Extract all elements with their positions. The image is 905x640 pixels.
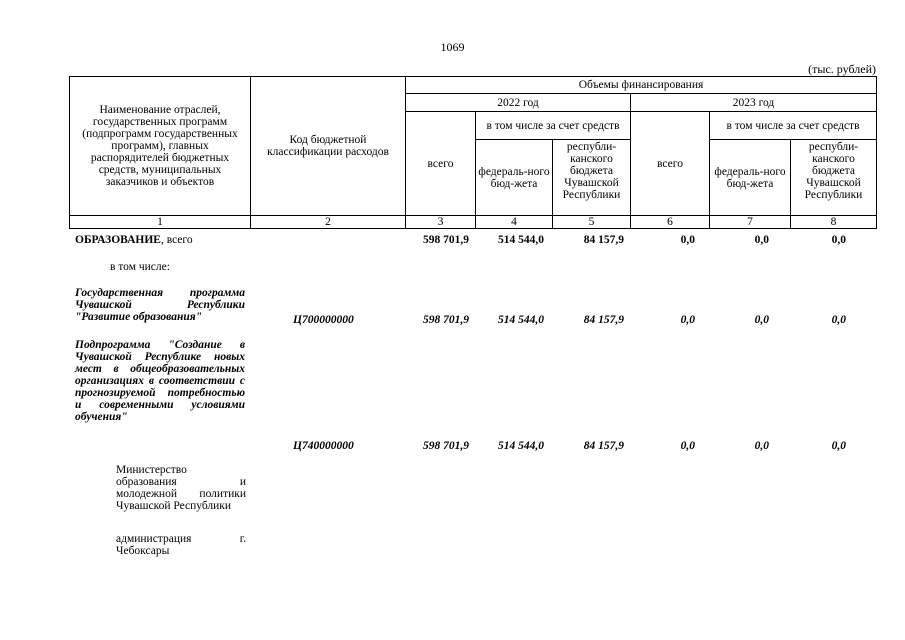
header-federal-2023: федераль-ного бюд-жета (710, 140, 791, 216)
row-name-bold: ОБРАЗОВАНИЕ (75, 234, 161, 246)
value-federal-2023: 0,0 (754, 234, 769, 246)
value-federal-2023: 0,0 (754, 440, 769, 452)
value-total-2022: 598 701,9 (423, 234, 469, 246)
row-name: Подпрограмма "Создание в Чувашской Республике новых мест в общеобразовательных организациях в соответствии с прогнозируемой потребностью и современными условиями обучения" (75, 339, 245, 423)
value-republic-2022: 84 157,9 (583, 314, 624, 326)
value-republic-2023: 0,0 (831, 234, 846, 246)
row-name: Государственная программа Чувашской Республики "Развитие образования" (75, 287, 245, 323)
column-number: 8 (791, 216, 877, 229)
header-republic-2023: республи-канского бюджета Чувашской Республики (791, 140, 877, 216)
value-total-2023: 0,0 (680, 440, 695, 452)
header-incl-2022: в том числе за счет средств (476, 112, 631, 140)
value-republic-2022: 84 157,9 (583, 440, 624, 452)
value-republic-2023: 0,0 (831, 314, 846, 326)
value-republic-2023: 0,0 (831, 440, 846, 452)
column-number: 4 (476, 216, 553, 229)
value-total-2023: 0,0 (680, 314, 695, 326)
header-total-2022: всего (406, 112, 476, 216)
units-label: (тыс. рублей) (808, 62, 876, 76)
header-federal-2022: федераль-ного бюд-жета (476, 140, 553, 216)
column-number: 1 (70, 216, 251, 229)
header-code-column: Код бюджетной классификации расходов (251, 77, 406, 216)
value-republic-2022: 84 157,9 (583, 234, 624, 246)
value-total-2022: 598 701,9 (423, 440, 469, 452)
value-federal-2022: 514 544,0 (498, 440, 544, 452)
page-number: 1069 (440, 40, 465, 54)
row-code: Ц700000000 (293, 314, 354, 326)
column-number: 6 (631, 216, 710, 229)
row-name: Министерство образования и молодежной политики Чувашской Республики (116, 464, 246, 512)
header-republic-2022: республи-канского бюджета Чувашской Республики (553, 140, 631, 216)
value-total-2023: 0,0 (680, 234, 695, 246)
column-number: 5 (553, 216, 631, 229)
header-year-2023: 2023 год (631, 94, 877, 112)
header-name-column: Наименование отраслей, государственных программ (подпрограмм государственных программ), главных распорядителей бюджетных средств, муниципальных заказчиков и объектов (70, 77, 251, 216)
column-number: 7 (710, 216, 791, 229)
column-number: 2 (251, 216, 406, 229)
budget-table-header (69, 76, 877, 229)
header-year-2022: 2022 год (406, 94, 631, 112)
row-name: в том числе: (110, 261, 170, 273)
value-federal-2022: 514 544,0 (498, 314, 544, 326)
value-federal-2023: 0,0 (754, 314, 769, 326)
row-name (75, 234, 245, 246)
row-code: Ц740000000 (293, 440, 354, 452)
header-volumes: Объемы финансирования (406, 77, 877, 94)
value-federal-2022: 514 544,0 (498, 234, 544, 246)
column-number: 3 (406, 216, 476, 229)
header-total-2023: всего (631, 112, 710, 216)
row-name: администрация г. Чебоксары (116, 533, 246, 557)
row-name-rest: , всего (160, 234, 193, 246)
header-incl-2023: в том числе за счет средств (710, 112, 877, 140)
value-total-2022: 598 701,9 (423, 314, 469, 326)
